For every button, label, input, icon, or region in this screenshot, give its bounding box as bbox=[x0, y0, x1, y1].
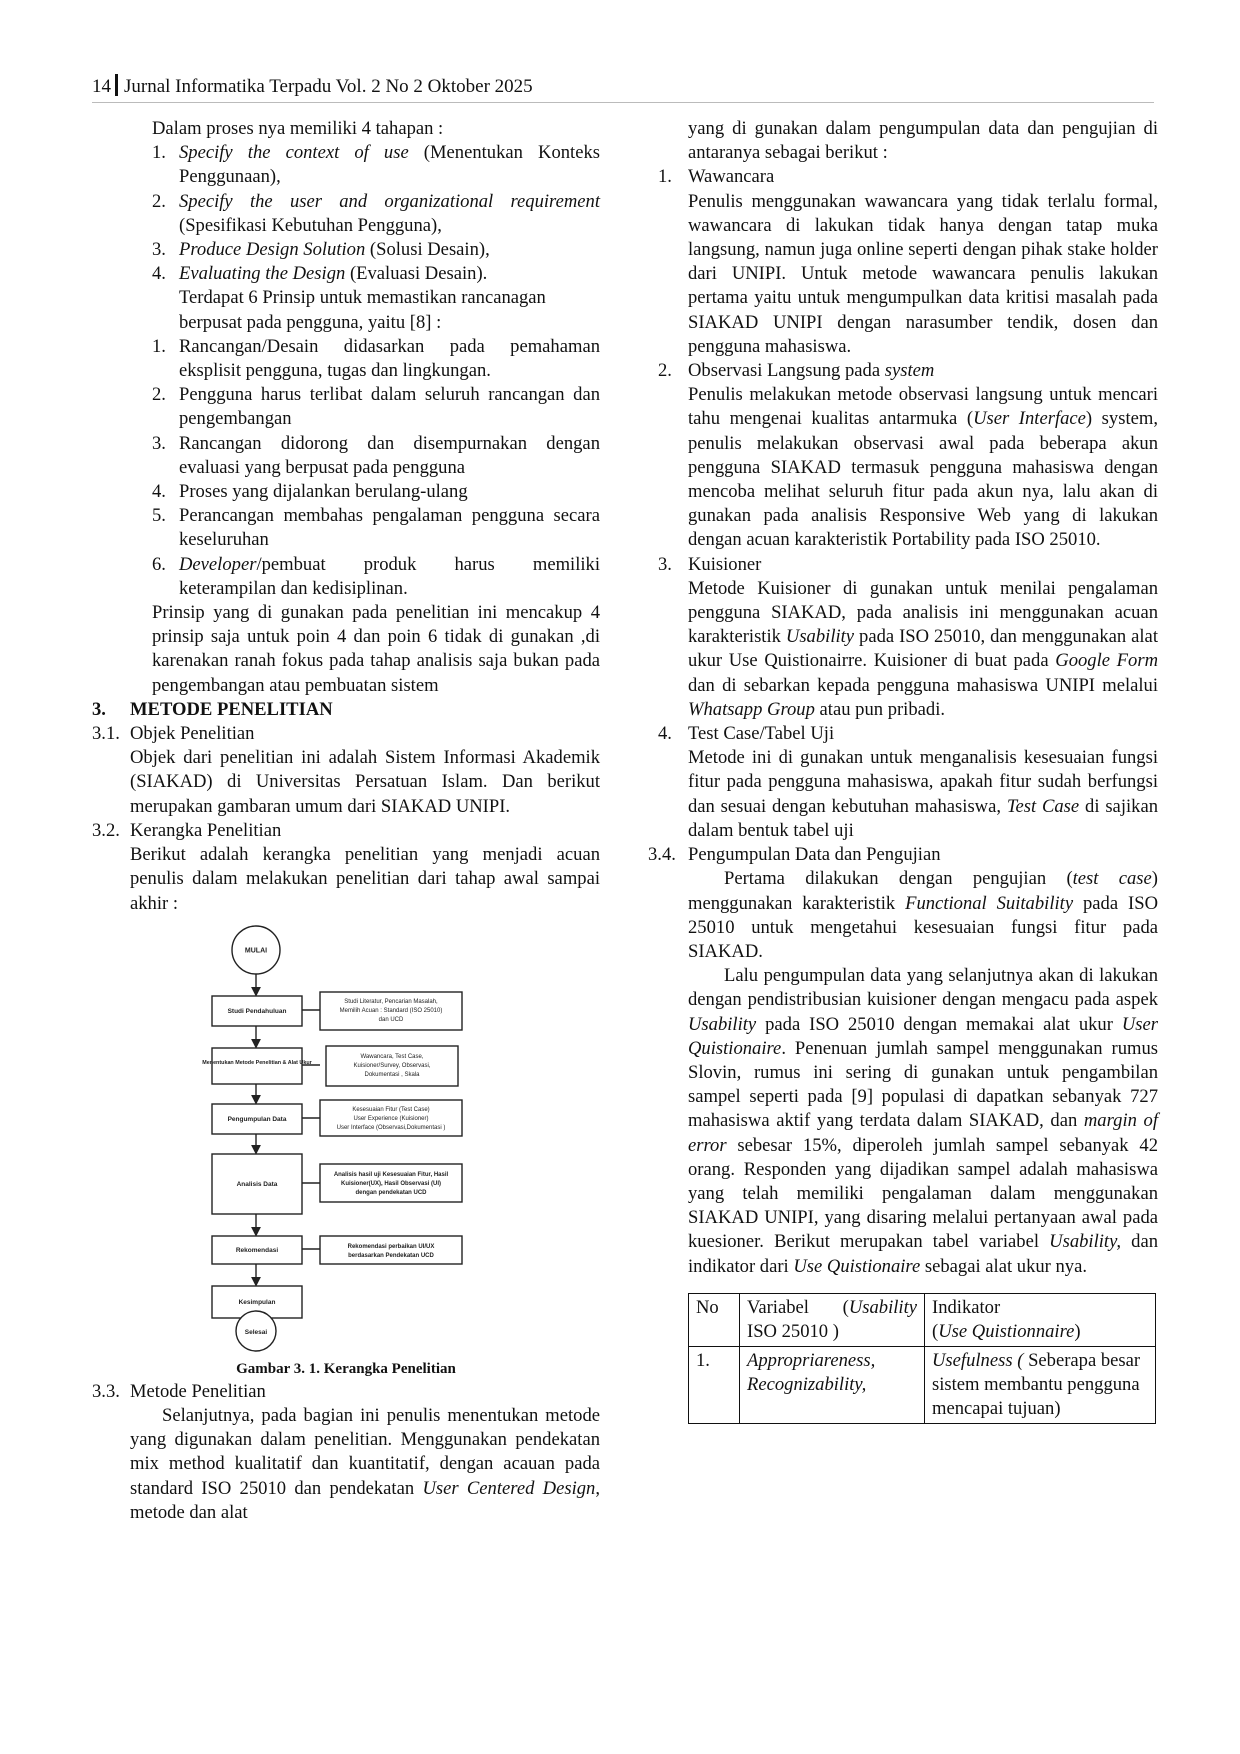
table-header-row bbox=[689, 1293, 1156, 1346]
flow-end-label: Selesai bbox=[244, 1328, 268, 1336]
flow-step bbox=[212, 1048, 302, 1084]
subsection-heading-3-2: 3.2. Kerangka Penelitian bbox=[92, 819, 282, 841]
data-collection-p1: Pertama dilakukan dengan pengujian (test case) menggunakan karakteristik Functional Suitability pada ISO 25010 untuk mengetahui kesesuaian fungsi fitur pada SIAKAD. bbox=[688, 868, 1159, 962]
method-item-heading: 4. Test Case/Tabel Uji bbox=[658, 723, 835, 745]
flow-note-line: User Experience (Kuisioner) bbox=[353, 1115, 429, 1122]
subsection-heading-3-4: 3.4. Pengumpulan Data dan Pengujian bbox=[648, 844, 941, 866]
list-item: 2. Specify the user and organizational requirement (Spesifikasi Kebutuhan Pengguna), bbox=[152, 190, 600, 236]
list-item: 6. Developer/pembuat produk harus memiliki keterampilan dan kedisiplinan. bbox=[152, 553, 600, 599]
test-case-text: Metode ini di gunakan untuk menganalisis kesesuaian fungsi fitur pada pengguna mahasiswa, apakah fitur sudah berfungsi dan sesuai dengan kebutuhan mahasiswa, Test Case di sajikan dalam bentuk tabel uji bbox=[688, 747, 1158, 841]
usability-variable-table bbox=[688, 1293, 1156, 1424]
left-column bbox=[92, 117, 600, 1525]
flow-note-line: Studi Literatur, Pencarian Masalah, bbox=[344, 998, 438, 1005]
flow-step-label: Analisis Data bbox=[236, 1180, 278, 1188]
flow-note-line: berdasarkan Pendekatan UCD bbox=[348, 1252, 434, 1259]
table-cell: Usefulness ( Seberapa besar sistem membantu pengguna mencapai tujuan) bbox=[925, 1346, 1156, 1423]
table-row bbox=[689, 1346, 1156, 1423]
object-text: Objek dari penelitian ini adalah Sistem Informasi Akademik (SIAKAD) di Universitas Persatuan Islam. Dan berikut merupakan gambaran umum dari SIAKAD UNIPI. bbox=[130, 747, 600, 817]
flow-step-label: Rekomendasi bbox=[235, 1246, 279, 1254]
flow-start-label: MULAI bbox=[244, 947, 268, 955]
principles-note: Prinsip yang di gunakan pada penelitian ini mencakup 4 prinsip saja untuk poin 4 dan poin 6 tidak di gunakan ,di karenakan ranah fokus pada tahap analisis saja bukan pada pengembangan atau pembuatan sistem bbox=[152, 602, 600, 696]
flow-note-line: Wawancara, Test Case, bbox=[360, 1053, 424, 1060]
list-item: 2. Pengguna harus terlibat dalam seluruh rancangan dan pengembangan bbox=[152, 384, 600, 430]
subsection-heading-3-3: 3.3. Metode Penelitian bbox=[92, 1380, 266, 1402]
table-cell: Variabel (Usability ISO 25010 ) bbox=[740, 1293, 925, 1346]
principles-list bbox=[92, 335, 600, 601]
flow-note-line: Memilih Acuan : Standard (ISO 25010) bbox=[339, 1007, 443, 1014]
list-item: 1. Rancangan/Desain didasarkan pada pemahaman eksplisit pengguna, tugas dan lingkungan. bbox=[152, 335, 600, 382]
section-heading-3: 3. METODE PENELITIAN bbox=[92, 698, 333, 720]
header-rule bbox=[92, 102, 1154, 103]
list-item: 5. Perancangan membahas pengalaman pengguna secara keseluruhan bbox=[152, 505, 600, 551]
framework-text: Berikut adalah kerangka penelitian yang menjadi acuan penulis dalam melakukan penelitian dari tahap awal sampai akhir : bbox=[130, 844, 600, 914]
figure-caption: Gambar 3. 1. Kerangka Penelitian bbox=[236, 1360, 456, 1377]
flow-note-line: dengan pendekatan UCD bbox=[355, 1189, 427, 1196]
right-column bbox=[648, 117, 1159, 1424]
flow-note-line: Kuisioner/Survey, Observasi, bbox=[353, 1062, 431, 1069]
questionnaire-text: Metode Kuisioner di gunakan untuk menilai pengalaman pengguna SIAKAD, pada analisis ini menggunakan acuan karakteristik Usability pada ISO 25010, dan menggunakan alat ukur Use Quistionairre. Kuisioner di buat pada Google Form dan di sebarkan kepada pengguna mahasiswa UNIPI melalui Whatsapp Group atau pun pribadi. bbox=[688, 577, 1158, 720]
list-item: 4. Evaluating the Design (Evaluasi Desain). bbox=[152, 263, 488, 285]
flow-note-line: Kesesuaian Fitur (Test Case) bbox=[352, 1106, 430, 1113]
flow-note-line: Dokumentasi , Skala bbox=[364, 1071, 420, 1078]
page-number: 14 bbox=[92, 76, 111, 97]
interview-text: Penulis menggunakan wawancara yang tidak terlalu formal, wawancara di lakukan tidak hanya dengan tatap muka langsung, namun juga online seperti dengan pihak stake holder dari UNIPI. Untuk metode wawancara penulis lakukan pertama yaitu untuk mengumpulkan data kritisi masalah pada SIAKAD UNIPI dengan narasumber tendik, dosen dan pengguna mahasiswa. bbox=[688, 190, 1158, 357]
flow-step-label: Kesimpulan bbox=[238, 1298, 276, 1306]
method-item-heading: 1. Wawancara bbox=[658, 166, 775, 188]
flow-note-line: dan UCD bbox=[378, 1016, 404, 1023]
method-item-heading: 3. Kuisioner bbox=[658, 553, 762, 575]
data-collection-p2: Lalu pengumpulan data yang selanjutnya akan di lakukan dengan pendistribusian kuisioner dengan mengacu pada aspek Usability pada ISO 25010 dengan memakai alat ukur User Quistionaire. Penenuan jumlah sampel menggunakan rumus Slovin, rumus ini sering di gunakan untuk pengambilan sampel seperti pada [9] populasi di dapatkan sebanyak 727 mahasiswa aktif yang terdata dalam SIAKAD, dan margin of error sebesar 15%, diperoleh jumlah sampel sebanyak 42 orang. Responden yang dijadikan sampel adalah mahasiswa yang telah memiliki pengalaman dalam menggunakan SIAKAD UNIPI, yang disaring melalui pertanyaan awal pada kuesioner. Berikut merupakan tabel variabel Usability, dan indikator dari Use Quistionaire sebagai alat ukur nya. bbox=[688, 965, 1158, 1277]
flow-note bbox=[320, 1236, 462, 1264]
table-cell: No bbox=[689, 1293, 740, 1346]
list-item: 1. Specify the context of use (Menentukan Konteks Penggunaan), bbox=[152, 142, 600, 188]
methods-intro-cont: yang di gunakan dalam pengumpulan data dan pengujian di antaranya sebagai berikut : bbox=[688, 118, 1158, 164]
stages-list bbox=[92, 141, 600, 286]
principles-intro: Terdapat 6 Prinsip untuk memastikan rancanagan berpusat pada pengguna, yaitu [8] : bbox=[179, 287, 546, 333]
list-item: 3. Produce Design Solution (Solusi Desain), bbox=[152, 239, 490, 261]
stages-intro: Dalam proses nya memiliki 4 tahapan : bbox=[152, 118, 444, 139]
header-separator bbox=[115, 74, 118, 96]
observation-text: Penulis melakukan metode observasi langsung untuk mencari tahu mengenai kualitas antarmuka (User Interface) system, penulis melakukan observasi awal pada beberapa akun pengguna SIAKAD termasuk pengguna mahasiswa dengan mencoba melihat seluruh fitur pada akun nya, lalu akan di gunakan pada analisis Responsive Web yang di lakukan dengan acuan karakteristik Portability pada ISO 25010. bbox=[688, 384, 1158, 551]
flow-note-line: Kuisioner(UX), Hasil Observasi (UI) bbox=[340, 1180, 442, 1187]
method-text: Selanjutnya, pada bagian ini penulis menentukan metode yang digunakan dalam penelitian. Menggunakan pendekatan mix method kualitatif dan kuantitatif, dengan acauan pada standard ISO 25010 dan pendekatan User Centered Design, metode dan alat bbox=[130, 1404, 601, 1523]
table-cell: Appropriareness, Recognizability, bbox=[740, 1346, 925, 1423]
list-item: 3. Rancangan didorong dan disempurnakan dengan evaluasi yang berpusat pada pengguna bbox=[152, 432, 600, 478]
subsection-heading-3-1: 3.1. Objek Penelitian bbox=[92, 723, 255, 745]
list-item: 4. Proses yang dijalankan berulang-ulang bbox=[152, 481, 468, 503]
flow-note-line: Analisis hasil uji Kesesuaian Fitur, Hasil bbox=[333, 1171, 449, 1178]
method-item-heading: 2. Observasi Langsung pada system bbox=[658, 360, 935, 382]
page-header bbox=[92, 74, 1152, 98]
flow-note-line: Rekomendasi perbaikan UI/UX bbox=[347, 1243, 435, 1250]
flow-note-line: User Interface (Observasi,Dokumentasi ) bbox=[336, 1124, 446, 1131]
research-framework-flowchart bbox=[202, 924, 492, 1354]
flow-step-label: Pengumpulan Data bbox=[227, 1115, 287, 1123]
table-cell: 1. bbox=[689, 1346, 740, 1423]
flow-step-label: Menentukan Metode Penelitian & Alat Ukur bbox=[202, 1059, 312, 1066]
journal-name: Jurnal Informatika Terpadu Vol. 2 No 2 Oktober 2025 bbox=[124, 76, 533, 97]
flow-step-label: Studi Pendahuluan bbox=[227, 1007, 287, 1015]
table-cell: Indikator (Use Quistionnaire) bbox=[925, 1293, 1156, 1346]
